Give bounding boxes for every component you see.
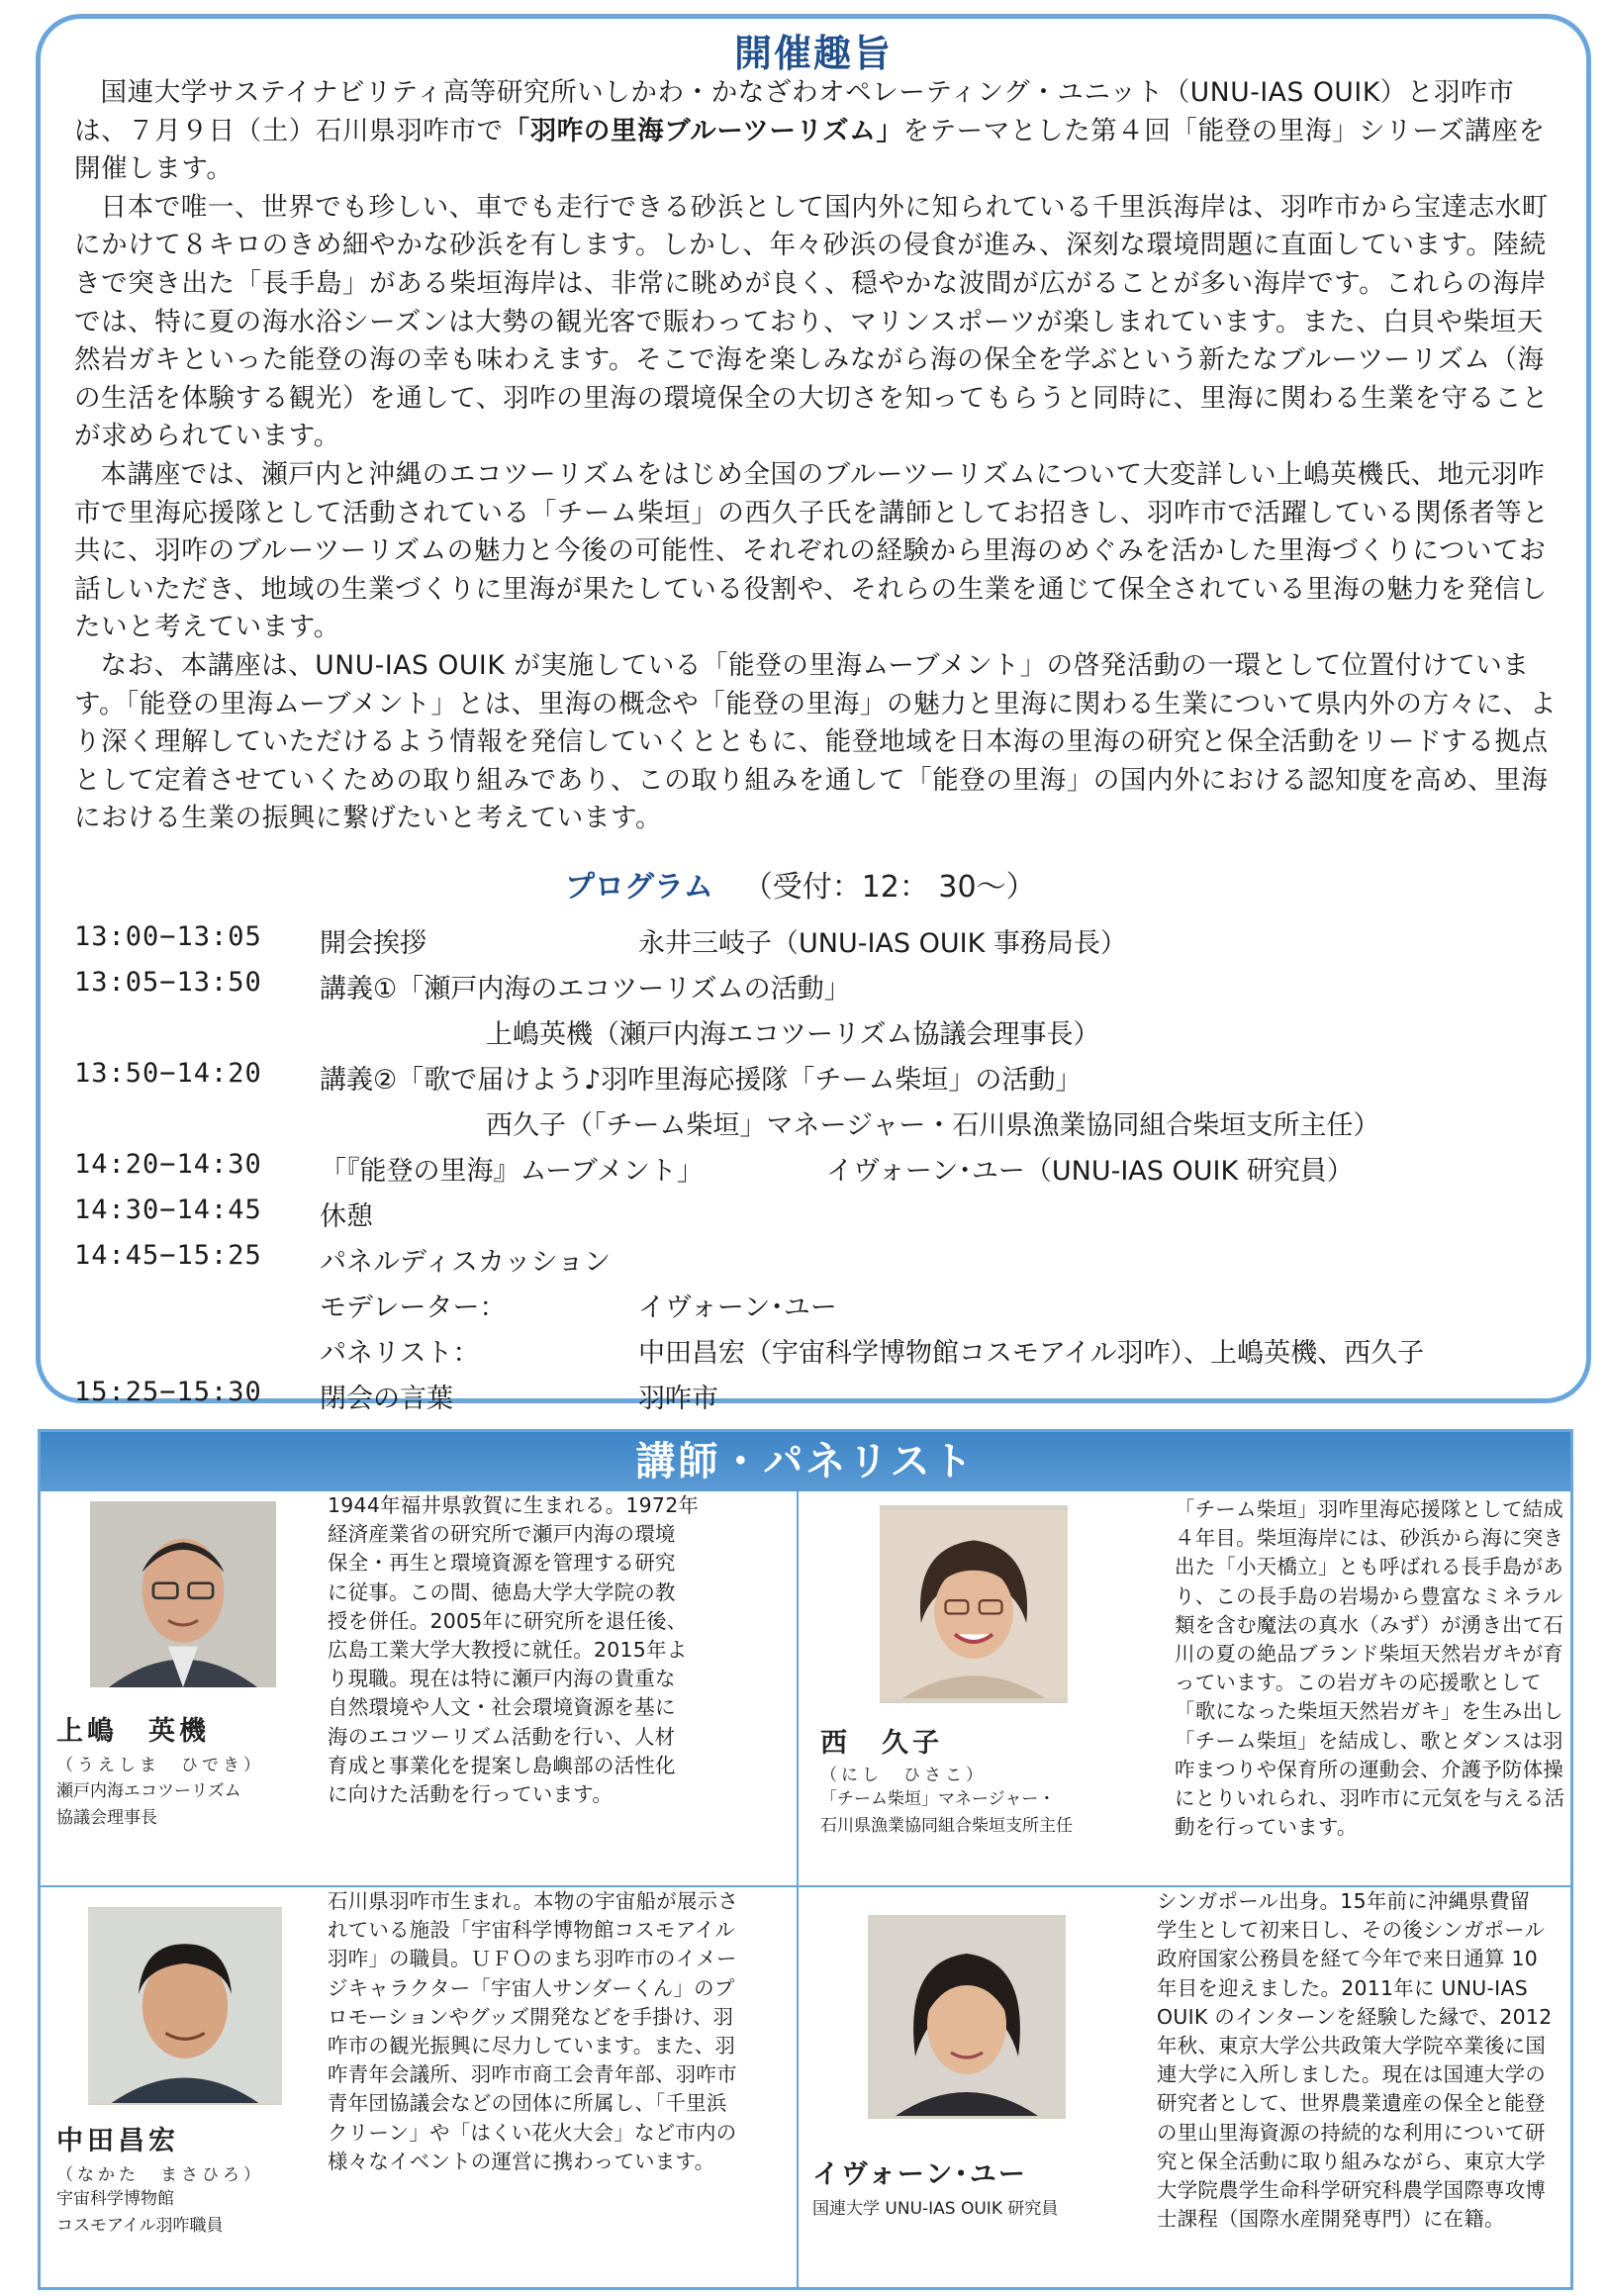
program-detail: 永井三岐子（UNU-IAS OUIK 事務局長）: [638, 928, 1127, 959]
program-speaker: 西久子（「チーム柴垣」マネージャー・石川県漁業協同組合柴垣支所主任）: [486, 1110, 1380, 1141]
speaker-card-ueshima: [41, 1491, 797, 1885]
portrait-icon: [880, 1505, 1068, 1703]
speaker-kana: （なかた まさひろ）: [56, 2165, 264, 2185]
program-row: [74, 961, 1578, 1006]
portrait-icon: [868, 1915, 1066, 2119]
program-detail: イヴォーン･ユー: [638, 1292, 837, 1323]
program-item: パネリスト：: [320, 1338, 480, 1369]
program-speaker: 上嶋英機（瀬戸内海エコツーリズム協議会理事長）: [486, 1019, 1100, 1050]
speaker-name: 上嶋 英機: [56, 1716, 210, 1747]
portrait-icon: [88, 1907, 282, 2105]
portrait-ueshima: [90, 1501, 276, 1687]
program-row: [74, 915, 1578, 961]
portrait-yiu: [868, 1915, 1066, 2119]
purpose-panel: [36, 14, 1591, 1414]
program-detail: 羽咋市: [638, 1384, 718, 1414]
program-item: 講義①「瀬戸内海のエコツーリズムの活動」: [320, 974, 851, 1004]
speakers-title: 講師・パネリスト: [41, 1432, 1570, 1491]
program-item: パネルディスカッション: [320, 1247, 612, 1278]
speaker-card-yiu: [799, 1887, 1570, 2287]
program-time: 13:50−14:20: [74, 1058, 262, 1089]
program-item: 閉会の言葉: [320, 1384, 453, 1414]
speaker-card-nishi: [799, 1491, 1570, 1885]
program-detail: 中田昌宏（宇宙科学博物館コスモアイル羽咋）、上嶋英機、西久子: [638, 1338, 1425, 1369]
speaker-name: イヴォーン･ユー: [812, 2159, 1027, 2190]
program-time: 13:00−13:05: [74, 921, 262, 952]
program-row: [74, 1280, 1578, 1325]
program-row: [74, 1143, 1578, 1189]
speaker-kana: （うえしま ひでき）: [56, 1756, 264, 1775]
speaker-role: 国連大学 UNU-IAS OUIK 研究員: [812, 2199, 1059, 2219]
purpose-title: 開催趣旨: [733, 32, 893, 75]
purpose-theme: 「羽咋の里海ブルーツーリズム」: [503, 115, 903, 146]
speaker-kana: （にし ひさこ）: [820, 1766, 987, 1785]
program-item: モデレーター：: [320, 1292, 507, 1323]
speaker-bio: 石川県羽咋市生まれ。本物の宇宙船が展示さ れている施設「宇宙科学博物館コスモアイル 羽咋」の職員。ＵＦＯのまち羽咋市のイメー ジキャラクター「宇宙人サンダーくん」のプ ロモーションやグッズ開発などを手掛け、羽 咋市の観光振興に尽力しています。また、羽 咋青年会議所、羽咋市商工会青年部、羽咋市 青年団協議会などの団体に所属し、「千里浜 クリーン」や「はくい花火大会」など市内の 様々なイベントの運営に携わっています。: [328, 1889, 739, 2173]
speaker-role: 「チーム柴垣」マネージャー・ 石川県漁業協同組合柴垣支所主任: [820, 1789, 1073, 1836]
program-time: 14:45−15:25: [74, 1240, 262, 1271]
program-item: 講義②「歌で届けよう♪羽咋里海応援隊「チーム柴垣」の活動」: [320, 1065, 1083, 1096]
program-row: [74, 1098, 1578, 1143]
program-row: [74, 1325, 1578, 1371]
program-presenter: イヴォーン･ユー（UNU-IAS OUIK 研究員）: [826, 1156, 1354, 1187]
speaker-card-nakata: [41, 1887, 797, 2287]
program-heading: [565, 862, 1036, 906]
program-time: 14:30−14:45: [74, 1195, 262, 1225]
purpose-body: [74, 74, 1560, 838]
program-time: 14:20−14:30: [74, 1149, 262, 1180]
speaker-role: 宇宙科学博物館 コスモアイル羽咋職員: [56, 2189, 224, 2236]
purpose-para1-text-end: をテーマとした第４回「能登の里海」シリーズ講座を開催します。: [74, 115, 1546, 185]
program-schedule: [74, 915, 1578, 1416]
portrait-icon: [90, 1501, 276, 1687]
speaker-bio: 1944年福井県敦賀に生まれる。1972年 経済産業省の研究所で瀬戸内海の環境 保全・再生と環境資源を管理する研究 に従事。この間、徳島大学大学院の教 授を併任。2005年に研究所を退任後、 広島工業大学大教授に就任。2015年よ り現職。現在は特に瀬戸内海の貴重な 自然環境や人文・社会環境資源を基に 海のエコツーリズム活動を行い、人材 育成と事業化を提案し島嶼部の活性化 に向けた活動を行っています。: [328, 1493, 700, 1807]
purpose-paragraph-4: なお、本講座は、UNU-IAS OUIK が実施している「能登の里海ムーブメント」の啓発活動の一環として位置付けています。「能登の里海ムーブメント」とは、里海の概念や「能登の里海」の魅力と里海に関わる生業について県内外の方々に、より深く理解していただけるよう情報を発信していくとともに、能登地域を日本海の里海の研究と保全活動をリードする拠点として定着させていくための取り組みであり、この取り組みを通して「能登の里海」の国内外における認知度を高め、里海における生業の振興に繋げたいと考えています。: [74, 649, 1557, 834]
program-item: 「『能登の里海』ムーブメント」: [320, 1156, 704, 1187]
purpose-para1-text: 国連大学サステイナビリティ高等研究所いしかわ・かなざわオペレーティング・ユニット（UNU-IAS OUIK）と羽咋市は、７月９日（土）石川県羽咋市で: [74, 77, 1515, 146]
speakers-panel: [38, 1429, 1573, 2290]
program-time: 15:25−15:30: [74, 1377, 262, 1407]
reception-time: （受付：12： 30～）: [742, 870, 1036, 905]
program-row: [74, 1006, 1578, 1052]
purpose-paragraph-3: 本講座では、瀬戸内と沖縄のエコツーリズムをはじめ全国のブルーツーリズムについて大変詳しい上嶋英機氏、地元羽咋市で里海応援隊として活動されている「チーム柴垣」の西久子氏を講師としてお招きし、羽咋市で活躍している関係者等と共に、羽咋のブルーツーリズムの魅力と今後の可能性、それぞれの経験から里海のめぐみを活かした里海づくりについてお話しいただき、地域の生業づくりに里海が果たしている役割や、それらの生業を通じて保全されている里海の魅力を発信したいと考えています。: [74, 458, 1550, 643]
program-item: 休憩: [320, 1201, 373, 1232]
purpose-paragraph-1: [74, 74, 1560, 189]
program-time: 13:05−13:50: [74, 967, 262, 998]
program-title: プログラム: [565, 870, 713, 905]
program-row: [74, 1052, 1578, 1098]
program-row: [74, 1234, 1578, 1280]
speaker-bio: シンガポール出身。15年前に沖縄県費留 学生として初来日し、その後シンガポール 政府国家公務員を経て今年で来日通算 10 年目を迎えました。2011年に UNU-IAS OUIK のインターンを経験した縁で、2012 年秋、東京大学公共政策大学院卒業後に国 連大学に入所しました。現在は国連大学の 研究者として、世界農業遺産の保全と能登 の里山里海資源の持続的な利用について研 究と保全活動に取り組みながら、東京大学 大学院農学生命科学研究科農学国際専攻博 士課程（国際水産開発専門）に在籍。: [1157, 1889, 1553, 2232]
portrait-nakata: [88, 1907, 282, 2105]
program-row: [74, 1189, 1578, 1234]
program-row: [74, 1371, 1578, 1416]
speaker-bio: 「チーム柴垣」羽咋里海応援隊として結成 ４年目。柴垣海岸には、砂浜から海に突き 出た「小天橋立」とも呼ばれる長手島があ り、この長手島の岩場から豊富なミネラル 類を含む魔法の真水（みず）が湧き出て石 川の夏の絶品ブランド柴垣天然岩ガキが育 っています。この岩ガキの応援歌として 「歌になった柴垣天然岩ガキ」を生み出し 「チーム柴垣」を結成し、歌とダンスは羽 咋まつりや保育所の運動会、介護予防体操 にとりいれられ、羽咋市に元気を与える活 動を行っています。: [1175, 1497, 1565, 1840]
purpose-paragraph-2: 日本で唯一、世界でも珍しい、車でも走行できる砂浜として国内外に知られている千里浜海岸は、羽咋市から宝達志水町にかけて８キロのきめ細やかな砂浜を有します。しかし、年々砂浜の侵食が進み、深刻な環境問題に直面しています。陸続きで突き出た「長手島」がある柴垣海岸は、非常に眺めが良く、穏やかな波間が広がることが多い海岸です。これらの海岸では、特に夏の海水浴シーズンは大勢の観光客で賑わっており、マリンスポーツが楽しまれています。また、白貝や柴垣天然岩ガキといった能登の海の幸も味わえます。そこで海を楽しみながら海の保全を学ぶという新たなブルーツーリズム（海の生活を体験する観光）を通して、羽咋の里海の環境保全の大切さを知ってもらうと同時に、里海に関わる生業を守ることが求められています。: [74, 191, 1549, 452]
portrait-nishi: [880, 1505, 1068, 1703]
speaker-name: 中田昌宏: [56, 2126, 179, 2156]
speaker-name: 西 久子: [820, 1728, 943, 1759]
program-item: 開会挨拶: [320, 928, 426, 959]
speaker-role: 瀬戸内海エコツーリズム 協議会理事長: [56, 1781, 241, 1828]
